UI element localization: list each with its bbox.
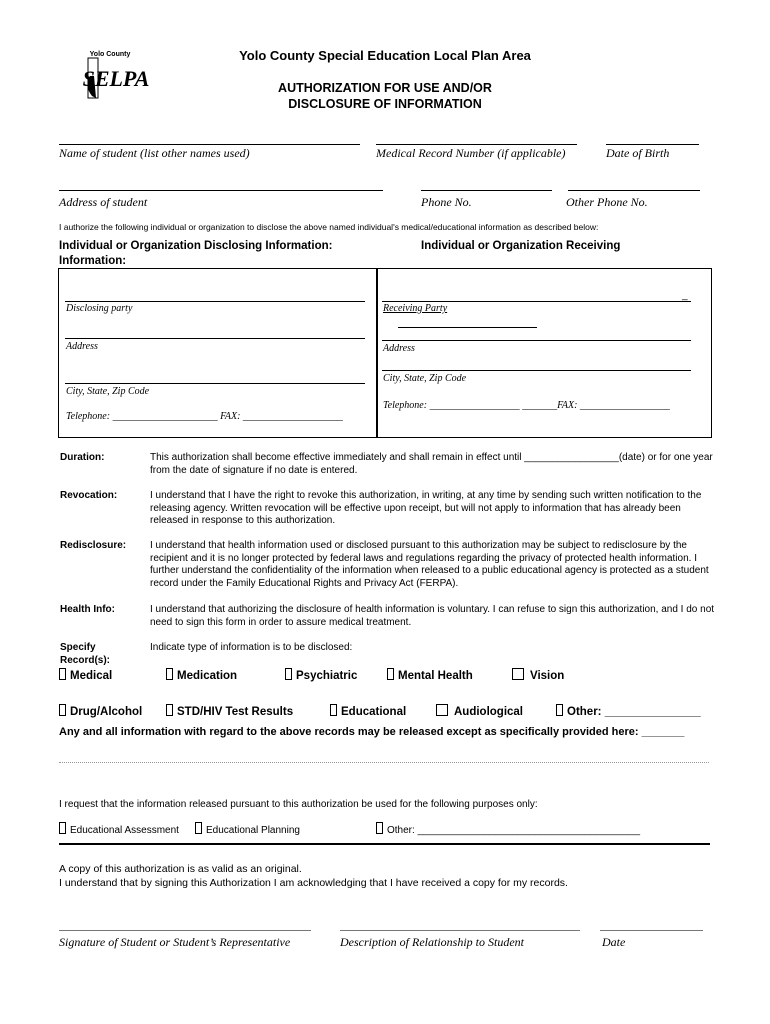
relationship-line[interactable] xyxy=(340,930,580,931)
disclosing-telephone[interactable]: Telephone: _____________________ FAX: ____________________ xyxy=(66,411,343,422)
disclosing-address-label: Address xyxy=(66,341,98,352)
copy-line2: I understand that by signing this Authorization I am acknowledging that I have received a copy for my records. xyxy=(59,877,568,889)
record-medication[interactable] xyxy=(166,668,237,682)
record-audiological[interactable] xyxy=(436,704,523,718)
any-all-text: Any and all information with regard to the above records may be released except as specifically provided here: _______ xyxy=(59,726,685,738)
record-educational[interactable] xyxy=(330,704,406,718)
record-psychiatric[interactable] xyxy=(285,668,357,682)
record-psychiatric-label: Psychiatric xyxy=(296,670,358,682)
logo-mark: SELPA xyxy=(82,66,150,91)
disclosing-heading: Individual or Organization Disclosing Information: xyxy=(59,240,333,252)
specify-text: Indicate type of information is to be disclosed: xyxy=(150,642,353,653)
records-label: Record(s): xyxy=(60,655,111,666)
medical-record-line[interactable] xyxy=(376,144,577,145)
record-mental-health[interactable] xyxy=(387,668,473,682)
disclosing-city-line[interactable] xyxy=(65,383,365,384)
health-text: I understand that authorizing the disclosure of health information is voluntary. I can refuse to sign this authorization, and I do not need to sign this form in order to assure medical treatment. xyxy=(150,604,715,628)
dob-line[interactable] xyxy=(606,144,699,145)
section-divider xyxy=(59,843,710,845)
receiving-address-line[interactable] xyxy=(382,340,691,341)
receiving-telephone[interactable]: Telephone: __________________ _______FAX: __________________ xyxy=(383,400,670,411)
checkbox-icon[interactable] xyxy=(387,668,394,680)
form-title-line2: DISCLOSURE OF INFORMATION xyxy=(288,97,482,111)
disclosing-address-line[interactable] xyxy=(65,338,365,339)
record-vision-label: Vision xyxy=(530,670,565,682)
record-other[interactable] xyxy=(556,704,701,718)
record-other-label: Other: _______________ xyxy=(567,706,701,718)
revocation-text: I understand that I have the right to revoke this authorization, in writing, at any time by sending such written notification to the releasing agency. Written revocation will be effective upon receipt, but will not apply to information that has already been released in response to this authorization. xyxy=(150,490,702,526)
phone-label: Phone No. xyxy=(421,195,472,209)
receiving-box xyxy=(376,268,712,438)
checkbox-icon[interactable] xyxy=(330,704,337,716)
redisclosure-label: Redisclosure: xyxy=(60,540,127,551)
specify-label: Specify xyxy=(60,642,96,653)
purpose-other-label: Other: ________________________________________ xyxy=(387,825,641,836)
checkbox-icon[interactable] xyxy=(376,822,383,834)
date-line[interactable] xyxy=(600,930,703,931)
other-phone-line[interactable] xyxy=(568,190,700,191)
checkbox-icon[interactable] xyxy=(59,704,66,716)
checkbox-icon[interactable] xyxy=(556,704,563,716)
purpose-assessment-label: Educational Assessment xyxy=(70,825,179,836)
checkbox-icon[interactable] xyxy=(285,668,292,680)
record-medication-label: Medication xyxy=(177,670,238,682)
student-name-label: Name of student (list other names used) xyxy=(59,146,250,160)
authorize-text: I authorize the following individual or organization to disclose the above named individual's medical/educational information as described below: xyxy=(59,222,599,232)
form-title-line1: AUTHORIZATION FOR USE AND/OR xyxy=(278,81,492,95)
selpa-logo xyxy=(80,46,154,102)
record-mental-health-label: Mental Health xyxy=(398,670,473,682)
record-drug-alcohol[interactable] xyxy=(59,704,142,718)
copy-line1: A copy of this authorization is as valid as an original. xyxy=(59,863,302,875)
purpose-text: I request that the information released pursuant to this authorization be used for the following purposes only: xyxy=(59,799,538,810)
health-label: Health Info: xyxy=(60,604,115,615)
other-phone-label: Other Phone No. xyxy=(566,195,648,209)
checkbox-icon[interactable] xyxy=(166,668,173,680)
disclosing-city-label: City, State, Zip Code xyxy=(66,386,150,397)
revocation-label: Revocation: xyxy=(60,490,118,501)
dob-label: Date of Birth xyxy=(606,146,670,160)
record-medical[interactable] xyxy=(59,668,112,682)
signature-line[interactable] xyxy=(59,930,311,931)
receiving-party-line[interactable] xyxy=(382,301,691,302)
duration-label: Duration: xyxy=(60,452,105,463)
record-std-hiv[interactable] xyxy=(166,704,293,718)
disclosing-heading-2: Information: xyxy=(59,255,127,267)
checkbox-icon[interactable] xyxy=(59,822,66,834)
receiving-city-line[interactable] xyxy=(382,370,691,371)
record-medical-label: Medical xyxy=(70,670,113,682)
record-audiological-label: Audiological xyxy=(454,706,523,718)
purpose-planning-label: Educational Planning xyxy=(206,825,300,836)
purpose-assessment[interactable] xyxy=(59,822,179,836)
checkbox-icon[interactable] xyxy=(166,704,173,716)
checkbox-icon[interactable] xyxy=(195,822,202,834)
relationship-label: Description of Relationship to Student xyxy=(340,935,524,949)
address-label: Address of student xyxy=(59,195,148,209)
receiving-address-label: Address xyxy=(383,343,415,354)
record-vision[interactable] xyxy=(512,668,564,682)
record-educational-label: Educational xyxy=(341,706,407,718)
redisclosure-text: I understand that health information used or disclosed pursuant to this authorization may be subject to redisclosure by the recipient and it is no longer protected by federal laws and regulations regarding the privacy of protected health information. I further understand the confidentiality of the information when released to a public educational agency is protected as a student record under the Family Educational Rights and Privacy Act (FERPA). xyxy=(150,540,709,589)
student-name-line[interactable] xyxy=(59,144,360,145)
logo-county: Yolo County xyxy=(89,51,131,58)
signature-label: Signature of Student or Student’s Representative xyxy=(59,935,291,949)
purpose-other[interactable] xyxy=(376,822,640,836)
disclosing-party-label: Disclosing party xyxy=(66,303,133,314)
medical-record-label: Medical Record Number (if applicable) xyxy=(376,146,566,160)
record-std-hiv-label: STD/HIV Test Results xyxy=(177,706,294,718)
checkbox-icon[interactable] xyxy=(59,668,66,680)
dotted-divider xyxy=(59,762,709,763)
disclosing-party-line[interactable] xyxy=(65,301,365,302)
phone-line[interactable] xyxy=(421,190,552,191)
checkbox-icon[interactable] xyxy=(512,668,524,680)
org-title: Yolo County Special Education Local Plan Area xyxy=(239,48,531,63)
purpose-planning[interactable] xyxy=(195,822,300,836)
record-drug-alcohol-label: Drug/Alcohol xyxy=(70,706,143,718)
receiving-city-label: City, State, Zip Code xyxy=(383,373,467,384)
receiving-party-label: Receiving Party xyxy=(383,303,448,314)
receiving-short-line[interactable] xyxy=(398,327,537,328)
receiving-dash: _ xyxy=(682,290,688,301)
address-line[interactable] xyxy=(59,190,383,191)
duration-text: This authorization shall become effective immediately and shall remain in effect until _________________(date) or for one year from the date of signature if no date is entered. xyxy=(150,452,713,476)
checkbox-icon[interactable] xyxy=(436,704,448,716)
receiving-heading: Individual or Organization Receiving xyxy=(421,240,621,252)
date-label: Date xyxy=(602,935,626,949)
